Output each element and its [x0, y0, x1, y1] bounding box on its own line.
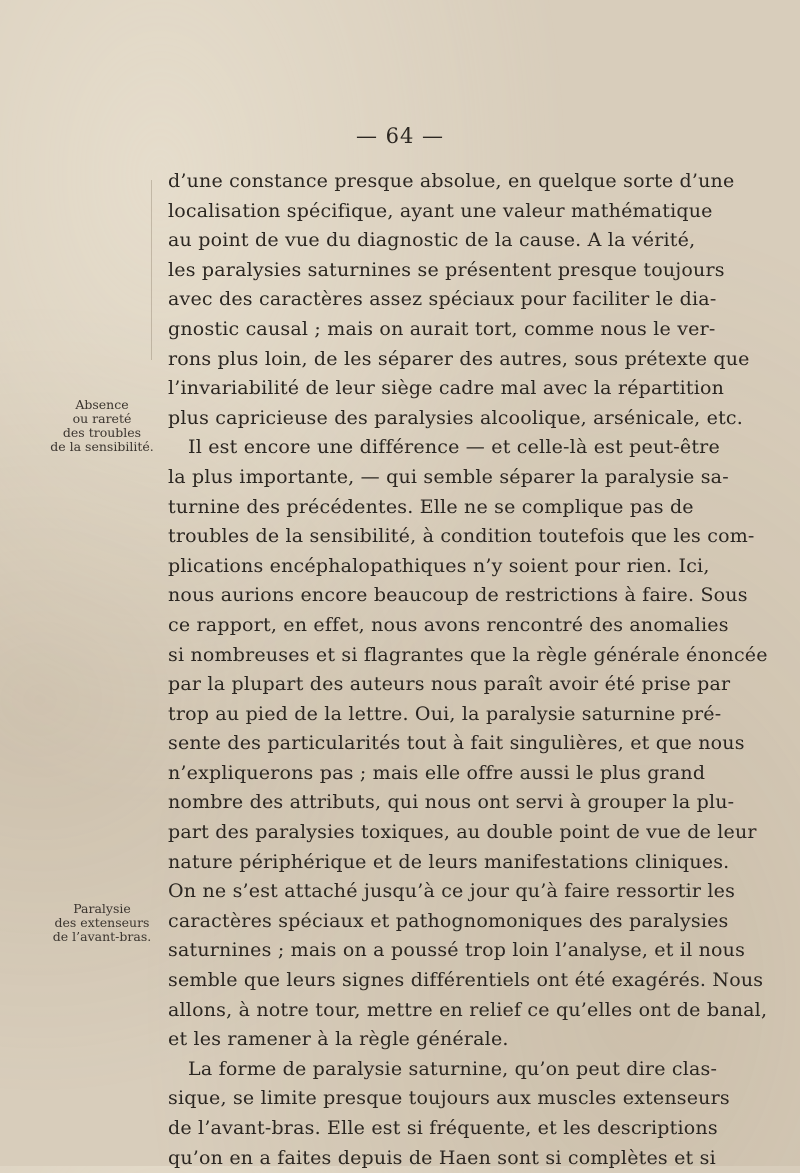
text-line: saturnines ; mais on a poussé trop loin l’analyse, et il nous — [168, 939, 746, 962]
text-line: qu’on en a faites depuis de Haen sont si complètes et si — [168, 1146, 716, 1169]
margin-note-line: de la sensibilité. — [50, 439, 154, 454]
text-line: nous aurions encore beaucoup de restrictions à faire. Sous — [168, 584, 748, 607]
text-line: plus capricieuse des paralysies alcoolique, arsénicale, etc. — [168, 406, 744, 429]
margin-note-sensibilite — [40, 398, 164, 454]
text-line: au point de vue du diagnostic de la cause. A la vérité, — [168, 229, 696, 252]
text-line: On ne s’est attaché jusqu’à ce jour qu’à faire ressortir les — [168, 880, 736, 903]
page-number: — 64 — — [355, 124, 445, 148]
text-line: si nombreuses et si flagrantes que la règle générale énoncée — [168, 643, 768, 666]
text-line: part des paralysies toxiques, au double point de vue de leur — [168, 821, 757, 844]
text-line: troubles de la sensibilité, à condition toutefois que les com- — [168, 525, 755, 548]
margin-note-line: de l’avant-bras. — [52, 929, 152, 944]
text-line: sique, se limite presque toujours aux muscles extenseurs — [168, 1087, 730, 1110]
text-line: turnine des précédentes. Elle ne se complique pas de — [168, 495, 694, 518]
text-line: semble que leurs signes différentiels ont été exagérés. Nous — [168, 969, 764, 992]
text-line: caractères spéciaux et pathognomoniques des paralysies — [168, 909, 729, 932]
margin-rule — [151, 180, 152, 360]
text-line: Il est encore une différence — et celle-là est peut-être — [188, 436, 720, 459]
text-line: par la plupart des auteurs nous paraît avoir été prise par — [168, 673, 731, 696]
text-line: les paralysies saturnines se présentent presque toujours — [168, 258, 725, 281]
text-line: allons, à notre tour, mettre en relief ce qu’elles ont de banal, — [168, 998, 768, 1021]
margin-note-line: Absence — [75, 397, 129, 412]
margin-note-extenseurs — [40, 902, 164, 944]
text-line: sente des particularités tout à fait singulières, et que nous — [168, 732, 745, 755]
text-line: d’une constance presque absolue, en quelque sorte d’une — [168, 170, 735, 192]
margin-note-line: des extenseurs — [54, 915, 150, 930]
text-line: La forme de paralysie saturnine, qu’on peut dire clas- — [188, 1057, 718, 1080]
text-line: avec des caractères assez spéciaux pour faciliter le dia- — [168, 288, 717, 311]
text-line: rons plus loin, de les séparer des autres, sous prétexte que — [168, 347, 750, 370]
text-line: gnostic causal ; mais on aurait tort, comme nous le ver- — [168, 317, 716, 340]
margin-note-line: Paralysie — [73, 901, 131, 916]
margin-note-line: ou rareté — [72, 411, 132, 426]
text-line: la plus importante, — qui semble séparer la paralysie sa- — [168, 465, 729, 488]
text-line: l’invariabilité de leur siège cadre mal avec la répartition — [168, 377, 725, 400]
text-line: trop au pied de la lettre. Oui, la paralysie saturnine pré- — [168, 702, 722, 725]
body-text — [168, 167, 768, 1173]
margin-note-line: des troubles — [62, 425, 142, 440]
text-line: plications encéphalopathiques n’y soient pour rien. Ici, — [168, 554, 710, 577]
text-line: ce rapport, en effet, nous avons rencontré des anomalies — [168, 613, 729, 636]
text-line: et les ramener à la règle générale. — [168, 1028, 509, 1051]
text-line: nombre des attributs, qui nous ont servi à grouper la plu- — [168, 791, 735, 814]
text-line: nature périphérique et de leurs manifestations cliniques. — [168, 850, 730, 873]
text-line: de l’avant-bras. Elle est si fréquente, et les descriptions — [168, 1117, 718, 1139]
text-line: n’expliquerons pas ; mais elle offre aussi le plus grand — [168, 761, 706, 784]
text-line: localisation spécifique, ayant une valeur mathématique — [168, 199, 713, 222]
